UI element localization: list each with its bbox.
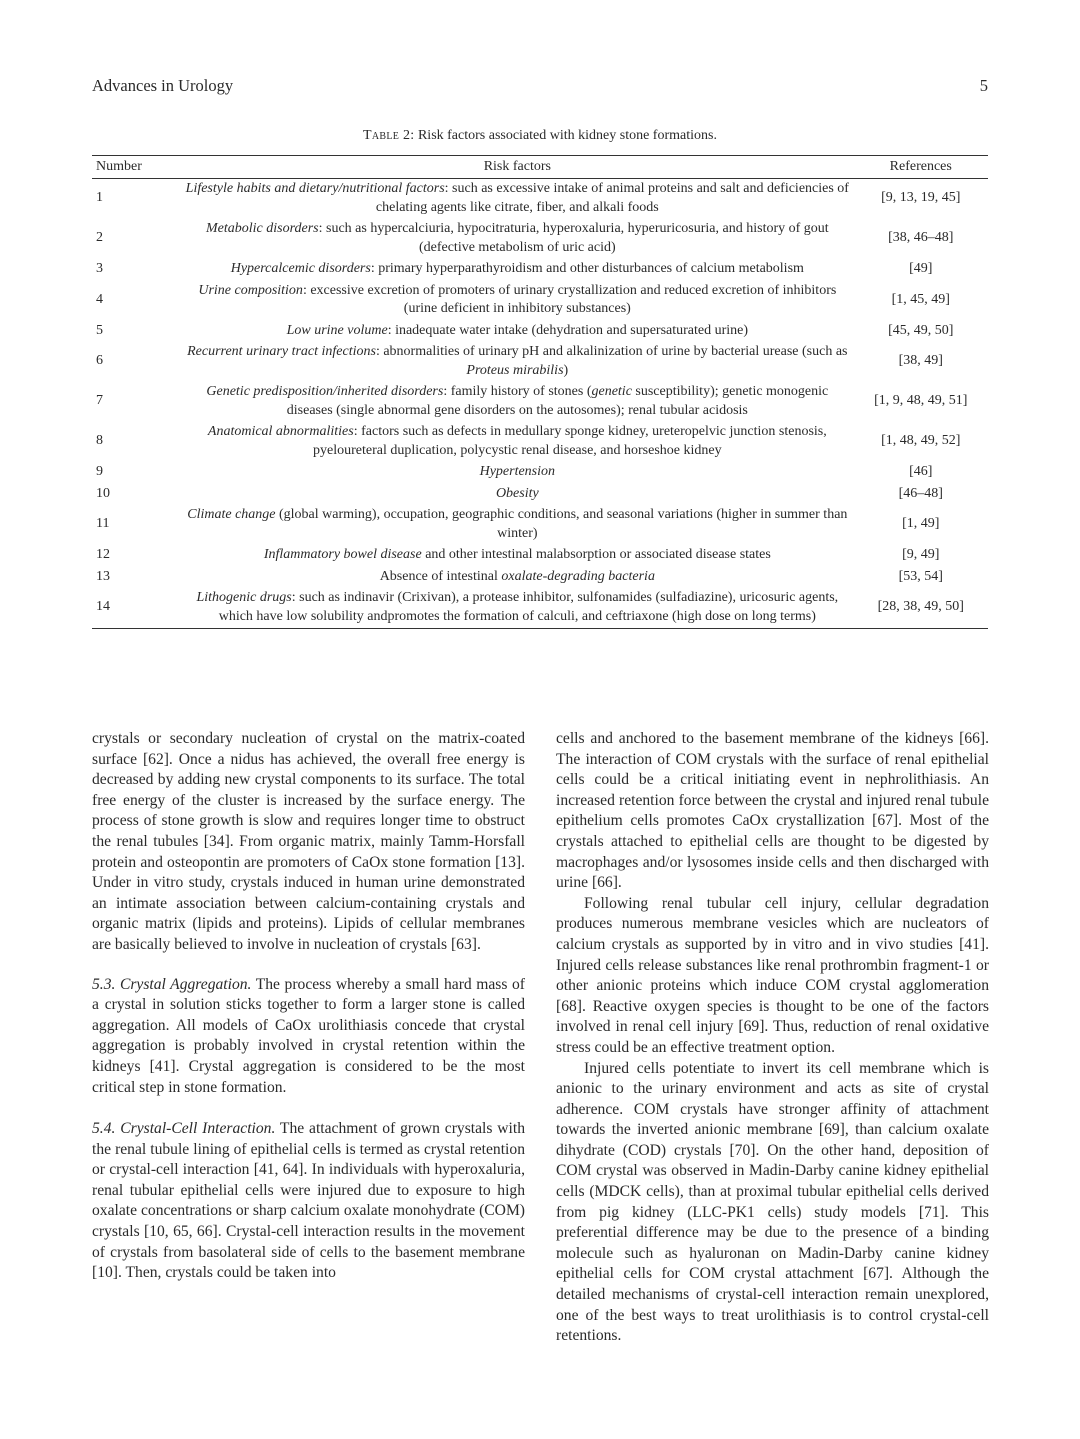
risk-factor-cell [181,566,853,588]
references-cell: [46] [909,464,933,479]
table-row [92,588,988,629]
table-label: Table 2: [363,128,415,143]
section-5-4 [92,1119,525,1284]
risk-factor-lead: Recurrent urinary tract infections [187,344,376,359]
references-cell: [1, 9, 48, 49, 51] [874,393,968,409]
risk-factor-text-tail: ) [563,362,569,378]
risk-factor-text: : inadequate water intake (dehydration and supersaturated urine) [387,322,749,338]
body-paragraph: Injured cells potentiate to invert its cell membrane which is anionic to the urinary environment and acts as site of crystal adherence. COM crystals have stronger affinity of attachment towards the inverted anionic membrane [69], than calcium oxalate dihydrate (COD) crystals [70]. On the other hand, deposition of COM crystal was observed in Madin-Darby canine kidney epithelial cells (MDCK cells), than at proximal tubular epithelial cells derived from pig kidney (LLC-PK1 cells) study models [71]. This preferential difference may be due to the presence of a binding molecule such as hyaluronan on Madin-Darby canine kidney epithelial cells for COM crystal attachment [67]. Although the detailed mechanisms of crystal-cell interaction remain unexplored, one of the best ways to treat urolithiasis is to control crystal-cell retentions. [556,1059,989,1345]
table-row [92,280,988,320]
risk-factor-text: and other intestinal malabsorption or associated disease states [421,547,771,562]
table-caption [92,128,988,144]
table-row [92,505,988,545]
table-row [92,259,988,281]
risk-factor-lead: Climate change [187,507,276,522]
risk-factor-cell [181,280,853,320]
risk-factor-lead: Anatomical abnormalities [207,424,354,439]
references-cell: [38, 49] [898,353,943,369]
table-row [92,219,988,259]
references-cell: [9, 49] [902,547,940,562]
risk-factor-text: : excessive excretion of promoters of urinary crystallization and reduced excretion of inhibitors (urine deficient in inhibitory substances) [302,282,837,316]
risk-factor-text: : primary hyperparathyroidism and other disturbances of calcium metabolism [370,261,804,276]
table-row [92,422,988,462]
risk-factor-cell [181,382,853,422]
references-cell: [38, 46–48] [888,230,954,246]
table-row [92,545,988,567]
risk-factor-text: (global warming), occupation, geographic conditions, and seasonal variations (higher in summer than winter) [275,507,848,541]
column-header-references: References [889,159,952,174]
references-cell: [9, 13, 19, 45] [881,190,961,206]
body-paragraph: crystals or secondary nucleation of crystal on the matrix-coated surface [62]. Once a nidus has achieved, the overall free energy is decreased by adding new crystal components to its surface. The total free energy of the cluster is increased by the surface energy. The process of stone growth is slow and requires longer time to obstruct the renal tubules [34]. From organic matrix, mainly Tamm-Horsfall protein and osteopontin are promoters of CaOx stone formation [13]. Under in vitro study, crystals induced in human urine demonstrated an intimate association between calcium-containing crystals and organic matrix (lipids and proteins). Lipids of cellular membranes are basically believed to involve in nucleation of crystals [63]. [92,730,525,953]
risk-factor-cell [181,259,853,281]
table-row [92,342,988,382]
references-cell: [49] [909,261,933,276]
page-number: 5 [979,76,988,95]
risk-factor-lead: Metabolic disorders [205,221,319,236]
section-heading: 5.4. Crystal-Cell Interaction. [92,1120,276,1138]
risk-factor-cell [181,219,853,259]
table-caption-text: Risk factors associated with kidney stone formations. [417,128,717,143]
risk-factor-lead: Genetic predisposition/inherited disorders [206,384,444,399]
risk-factors-table [92,155,988,629]
risk-factor-italic-term: genetic [591,384,632,399]
left-column [92,729,525,1284]
risk-factor-cell [181,320,853,342]
table-header-row [92,156,988,179]
table-row [92,566,988,588]
references-cell: [53, 54] [898,568,943,584]
risk-factor-cell [181,462,853,484]
row-number: 3 [96,261,103,276]
risk-factor-italic-term: Proteus mirabilis [466,362,564,378]
right-column [556,729,989,1347]
risk-factor-lead: Lifestyle habits and dietary/nutritional factors [185,181,445,196]
risk-factor-text: : factors such as defects in medullary sponge kidney, ureteropelvic junction stenosis, pyeloureteral duplication, polycystic renal disease, and horseshoe kidney [313,424,827,458]
row-number: 13 [96,568,110,584]
table-row [92,462,988,484]
row-number: 7 [96,393,103,409]
running-header [92,76,988,100]
risk-factor-lead: Hypercalcemic disorders [230,261,371,276]
table-row [92,483,988,505]
row-number: 5 [96,322,103,338]
body-paragraph: cells and anchored to the basement membrane of the kidneys [66]. The interaction of COM crystals with the surface of renal epithelial cells could be a critical initiating event in nephrolithiasis. An increased retention force between the crystal and injured renal tubule epithelium cells promotes CaOx crystallization [67]. Most of the crystals attached to epithelial cells are thought to be digested by macrophages and/or lysosomes inside cells and then discharged with urine [66]. [556,730,989,892]
references-cell: [1, 49] [902,516,940,532]
row-number: 2 [96,230,103,246]
column-header-risk-factors: Risk factors [483,159,551,174]
risk-factors-table-wrap [92,155,988,629]
journal-title: Advances in Urology [92,76,234,95]
section-text: The process whereby a small hard mass of a crystal in solution sticks together to form a larger stone is called aggregation. All models of CaOx urolithiasis concede that crystal aggregation is probably involved in crystal retention within the kidneys [41]. Crystal aggregation is considered to be the most critical step in stone formation. [92,975,525,1096]
risk-factor-lead: Inflammatory bowel disease [263,547,422,562]
references-cell: [1, 48, 49, 52] [881,433,961,449]
risk-factor-text: : such as excessive intake of animal proteins and salt and deficiencies of chelating agents like citrate, fiber, and alkali foods [375,181,849,215]
risk-factor-lead: Hypertension [479,464,556,479]
risk-factor-cell [181,342,853,382]
risk-factor-lead: Urine composition [198,282,303,298]
risk-factor-text: : family history of stones ( [443,384,592,399]
row-number: 9 [96,464,103,479]
table-row [92,178,988,219]
risk-factor-italic-term: oxalate-degrading bacteria [501,568,655,584]
risk-factor-lead: Low urine volume [286,322,388,338]
row-number: 11 [96,516,110,532]
row-number: 4 [96,291,103,307]
risk-factor-cell [181,483,853,505]
row-number: 1 [96,190,103,206]
row-number: 6 [96,353,103,369]
risk-factor-cell [181,545,853,567]
risk-factor-lead: Lithogenic drugs [196,590,292,605]
risk-factor-cell [181,588,853,629]
body-paragraph: Following renal tubular cell injury, cellular degradation produces numerous membrane vesicles which are nucleators of calcium crystals as supported by in vitro and in vivo studies [41]. Injured cells release substances like renal prothrombin fragment-1 or other anionic proteins which induce COM crystal agglomeration [68]. Reactive oxygen species is thought to be one of the factors involved in renal cell injury [69]. Thus, reduction of renal oxidative stress could be an effective treatment option. [556,894,989,1056]
table-row [92,382,988,422]
risk-factor-text: : such as hypercalciuria, hypocitraturia, hyperoxaluria, hyperuricosuria, and history of gout (defective metabolism of uric acid) [318,221,829,255]
row-number: 12 [96,547,110,562]
row-number: 8 [96,433,103,449]
risk-factor-cell [181,422,853,462]
row-number: 10 [96,485,110,501]
references-cell: [46–48] [898,485,943,501]
row-number: 14 [96,599,110,615]
column-header-number: Number [96,159,142,174]
risk-factor-cell [181,505,853,545]
risk-factor-text: : such as indinavir (Crixivan), a protease inhibitor, sulfonamides (sulfadiazine), uricosuric agents, which have low solubility andpromotes the formation of calculi, and ceftriaxone (high dose on long terms) [218,590,839,624]
risk-factor-cell [181,178,853,219]
risk-factor-lead: Obesity [495,485,539,501]
section-text: The attachment of grown crystals with the renal tubule lining of epithelial cells is termed as crystal retention or crystal-cell interaction [41, 64]. In individuals with hyperoxaluria, renal tubular epithelial cells were injured due to exposure to high oxalate concentrations or sharp calcium oxalate monohydrate (COM) crystals [10, 65, 66]. Crystal-cell interaction results in the movement of crystals from basolateral side of cells to the basement membrane [10]. Then, crystals could be taken into [92,1120,525,1282]
risk-factor-text-tail: susceptibility); genetic monogenic diseases (single abnormal gene disorders on the autosomes); renal tubular acidosis [286,384,829,418]
references-cell: [1, 45, 49] [891,291,950,307]
risk-factor-text: : abnormalities of urinary pH and alkalinization of urine by bacterial urease (such as [375,344,848,359]
references-cell: [45, 49, 50] [888,322,954,338]
references-cell: [28, 38, 49, 50] [877,599,964,615]
section-5-3 [92,975,525,1099]
table-row [92,320,988,342]
section-heading: 5.3. Crystal Aggregation. [92,975,252,993]
risk-factor-prefix: Absence of intestinal [379,568,502,584]
